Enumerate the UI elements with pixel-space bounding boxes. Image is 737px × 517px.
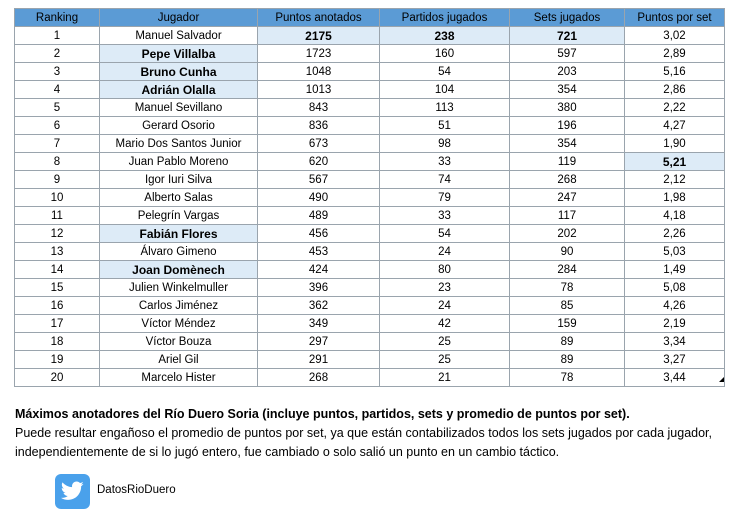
cell-matches: 79: [380, 189, 510, 207]
twitter-handle: DatosRioDuero: [97, 484, 176, 496]
cell-points: 1723: [258, 45, 380, 63]
table-row: [15, 225, 725, 243]
table-body: [15, 27, 725, 387]
cell-matches: 21: [380, 369, 510, 387]
cell-points: 424: [258, 261, 380, 279]
cell-points-per-set: 2,26: [625, 225, 725, 243]
cell-matches: 24: [380, 243, 510, 261]
cell-player: Alberto Salas: [100, 189, 258, 207]
cell-points: 349: [258, 315, 380, 333]
cell-ranking: 13: [15, 243, 100, 261]
cell-matches: 25: [380, 333, 510, 351]
cell-matches: 33: [380, 207, 510, 225]
cell-points: 362: [258, 297, 380, 315]
cell-ranking: 5: [15, 99, 100, 117]
table-row: [15, 153, 725, 171]
cell-points: 490: [258, 189, 380, 207]
cell-matches: 54: [380, 63, 510, 81]
cell-player: Manuel Salvador: [100, 27, 258, 45]
cell-sets: 284: [510, 261, 625, 279]
cell-player: Álvaro Gimeno: [100, 243, 258, 261]
table-header: [15, 9, 725, 27]
cell-ranking: 2: [15, 45, 100, 63]
header-matches: Partidos jugados: [380, 9, 510, 27]
cell-ranking: 1: [15, 27, 100, 45]
cell-points: 456: [258, 225, 380, 243]
table-row: [15, 279, 725, 297]
cell-ranking: 12: [15, 225, 100, 243]
cell-points: 297: [258, 333, 380, 351]
cell-matches: 42: [380, 315, 510, 333]
cell-points: 2175: [258, 27, 380, 45]
cell-ranking: 15: [15, 279, 100, 297]
cell-sets: 196: [510, 117, 625, 135]
cell-points: 1013: [258, 81, 380, 99]
table-row: [15, 261, 725, 279]
cell-ranking: 19: [15, 351, 100, 369]
cell-sets: 119: [510, 153, 625, 171]
cell-matches: 160: [380, 45, 510, 63]
cell-player: Marcelo Hister: [100, 369, 258, 387]
cell-ranking: 3: [15, 63, 100, 81]
cell-matches: 98: [380, 135, 510, 153]
cell-points: 620: [258, 153, 380, 171]
header-player: Jugador: [100, 9, 258, 27]
cell-ranking: 18: [15, 333, 100, 351]
cell-player: Fabián Flores: [100, 225, 258, 243]
cell-points-per-set: 1,98: [625, 189, 725, 207]
cell-sets: 78: [510, 279, 625, 297]
cell-points-per-set: 5,21: [625, 153, 725, 171]
cell-player: Bruno Cunha: [100, 63, 258, 81]
cell-points-per-set: 2,12: [625, 171, 725, 189]
cell-player: Gerard Osorio: [100, 117, 258, 135]
cell-points: 268: [258, 369, 380, 387]
table-row: [15, 99, 725, 117]
cell-points-per-set: 1,90: [625, 135, 725, 153]
cell-matches: 74: [380, 171, 510, 189]
cell-player: Igor Iuri Silva: [100, 171, 258, 189]
cell-sets: 117: [510, 207, 625, 225]
caption-title: Máximos anotadores del Río Duero Soria (incluye puntos, partidos, sets y promedio de puntos por set).: [15, 407, 630, 421]
cell-sets: 721: [510, 27, 625, 45]
cell-matches: 238: [380, 27, 510, 45]
table-row: [15, 243, 725, 261]
table-row: [15, 369, 725, 387]
cell-matches: 80: [380, 261, 510, 279]
table-row: [15, 207, 725, 225]
cell-points: 843: [258, 99, 380, 117]
cell-player: Víctor Méndez: [100, 315, 258, 333]
cell-points-per-set: 4,27: [625, 117, 725, 135]
table-row: [15, 351, 725, 369]
cell-ranking: 6: [15, 117, 100, 135]
cell-points: 567: [258, 171, 380, 189]
cell-player: Adrián Olalla: [100, 81, 258, 99]
table-row: [15, 333, 725, 351]
cell-matches: 113: [380, 99, 510, 117]
cell-points-per-set: 5,16: [625, 63, 725, 81]
cell-points: 453: [258, 243, 380, 261]
cell-points-per-set: 2,86: [625, 81, 725, 99]
cell-sets: 597: [510, 45, 625, 63]
cell-sets: 247: [510, 189, 625, 207]
cell-player: Pelegrín Vargas: [100, 207, 258, 225]
cell-sets: 268: [510, 171, 625, 189]
cell-points-per-set: 2,19: [625, 315, 725, 333]
cell-player: Carlos Jiménez: [100, 297, 258, 315]
table-row: [15, 135, 725, 153]
cell-points: 673: [258, 135, 380, 153]
cell-ranking: 11: [15, 207, 100, 225]
cell-points-per-set: 3,27: [625, 351, 725, 369]
header-ranking: Ranking: [15, 9, 100, 27]
cell-points: 1048: [258, 63, 380, 81]
cell-player: Joan Domènech: [100, 261, 258, 279]
cell-player: Julien Winkelmuller: [100, 279, 258, 297]
cell-ranking: 20: [15, 369, 100, 387]
cell-points-per-set: 4,26: [625, 297, 725, 315]
cell-points: 396: [258, 279, 380, 297]
cell-sets: 78: [510, 369, 625, 387]
caption: [15, 406, 725, 462]
caption-body: Puede resultar engañoso el promedio de puntos por set, ya que están contabilizados todos los sets jugados por cada jugador, independientemente de si lo jugó entero, fue cambiado o solo salió un punto en un cambio táctico.: [15, 426, 712, 459]
table-row: [15, 297, 725, 315]
cell-player: Manuel Sevillano: [100, 99, 258, 117]
cell-player: Mario Dos Santos Junior: [100, 135, 258, 153]
table-row: [15, 81, 725, 99]
cell-points-per-set: 2,89: [625, 45, 725, 63]
cell-ranking: 16: [15, 297, 100, 315]
header-sets: Sets jugados: [510, 9, 625, 27]
cell-player: Pepe Villalba: [100, 45, 258, 63]
cell-sets: 354: [510, 135, 625, 153]
cell-sets: 380: [510, 99, 625, 117]
cell-points-per-set: 3,44: [625, 369, 725, 387]
cell-player: Víctor Bouza: [100, 333, 258, 351]
cell-sets: 89: [510, 351, 625, 369]
cell-ranking: 14: [15, 261, 100, 279]
cell-ranking: 7: [15, 135, 100, 153]
cell-ranking: 10: [15, 189, 100, 207]
cell-points-per-set: 4,18: [625, 207, 725, 225]
cell-ranking: 4: [15, 81, 100, 99]
table-row: [15, 27, 725, 45]
table-row: [15, 117, 725, 135]
cell-matches: 51: [380, 117, 510, 135]
header-points: Puntos anotados: [258, 9, 380, 27]
cell-matches: 104: [380, 81, 510, 99]
table-row: [15, 45, 725, 63]
cell-sets: 354: [510, 81, 625, 99]
cell-player: Ariel Gil: [100, 351, 258, 369]
table-row: [15, 171, 725, 189]
cell-matches: 54: [380, 225, 510, 243]
resize-corner-mark: [719, 377, 724, 382]
cell-points: 291: [258, 351, 380, 369]
cell-ranking: 8: [15, 153, 100, 171]
cell-points-per-set: 5,08: [625, 279, 725, 297]
cell-points-per-set: 3,34: [625, 333, 725, 351]
scorers-table: [14, 8, 725, 387]
cell-matches: 33: [380, 153, 510, 171]
cell-points-per-set: 2,22: [625, 99, 725, 117]
header-points-per-set: Puntos por set: [625, 9, 725, 27]
twitter-icon[interactable]: [55, 474, 90, 509]
cell-sets: 85: [510, 297, 625, 315]
cell-sets: 203: [510, 63, 625, 81]
cell-matches: 23: [380, 279, 510, 297]
cell-player: Juan Pablo Moreno: [100, 153, 258, 171]
cell-points-per-set: 1,49: [625, 261, 725, 279]
table-row: [15, 189, 725, 207]
cell-ranking: 9: [15, 171, 100, 189]
cell-matches: 25: [380, 351, 510, 369]
cell-points-per-set: 5,03: [625, 243, 725, 261]
cell-sets: 89: [510, 333, 625, 351]
cell-sets: 90: [510, 243, 625, 261]
cell-ranking: 17: [15, 315, 100, 333]
table-row: [15, 63, 725, 81]
cell-sets: 159: [510, 315, 625, 333]
cell-points: 489: [258, 207, 380, 225]
cell-points: 836: [258, 117, 380, 135]
table-row: [15, 315, 725, 333]
twitter-bird-icon: [61, 481, 84, 501]
cell-sets: 202: [510, 225, 625, 243]
cell-matches: 24: [380, 297, 510, 315]
cell-points-per-set: 3,02: [625, 27, 725, 45]
